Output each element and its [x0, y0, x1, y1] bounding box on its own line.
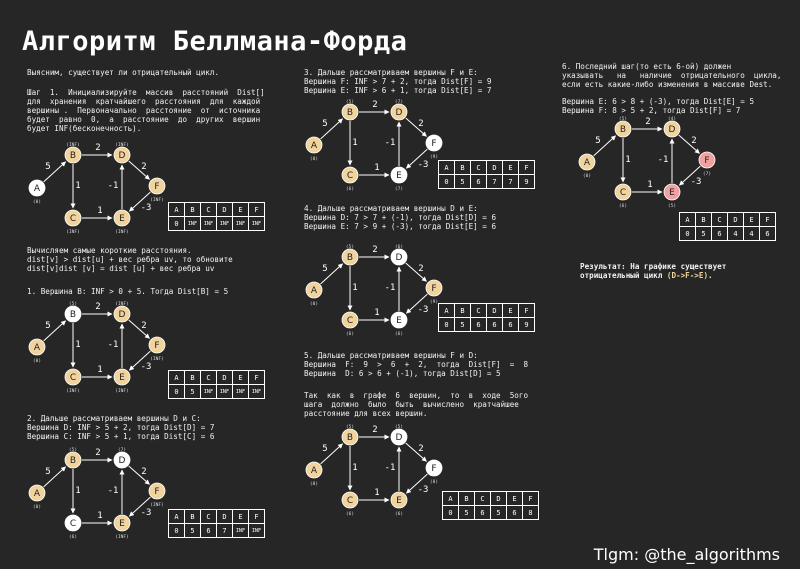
- node-dist-D: (5): [394, 425, 404, 430]
- table-header-cell: A: [169, 371, 185, 385]
- table-value-cell: INF: [217, 385, 233, 399]
- table-header-cell: B: [455, 161, 471, 175]
- table-header-cell: C: [471, 161, 487, 175]
- edge-weight-F-E: -3: [140, 203, 152, 213]
- edge-weight-E-D: -1: [384, 283, 396, 293]
- node-letter-E: E: [396, 496, 402, 506]
- table-header-cell: A: [439, 161, 455, 175]
- step5-text: 5. Дальше рассматриваем вершины F и D: Вершина F: 9 > 6 + 2, тогда Dist[F] = 8 Вершина D: 6 > 6 + (-1), тогда Dist[D] = 5: [304, 351, 529, 378]
- node-dist-D: (7): [394, 100, 404, 105]
- node-letter-C: C: [69, 519, 77, 529]
- table-value-cell: 6: [507, 506, 523, 520]
- node-dist-E: (INF): [115, 389, 129, 394]
- edge-weight-B-D: 2: [95, 143, 101, 153]
- edge-weight-E-D: -1: [384, 463, 396, 473]
- result-highlight: (D->F->E): [666, 271, 709, 280]
- graph-initial: [20, 138, 190, 238]
- table-header-cell: D: [217, 510, 233, 524]
- node-letter-B: B: [346, 108, 354, 118]
- table-value-cell: 0: [680, 227, 696, 241]
- node-dist-C: (6): [618, 204, 628, 209]
- step3-text: 3. Дальше рассматриваем вершины F и E: Вершина F: INF > 7 + 2, тогда Dist[F] = 9 Вершина E: INF > 6 + 1, тогда Dist[E] = 7: [304, 68, 492, 95]
- node-letter-D: D: [118, 310, 126, 320]
- table-value-cell: 0: [169, 524, 185, 538]
- table-header-cell: B: [459, 492, 475, 506]
- node-dist-E: (7): [394, 187, 404, 192]
- edge-weight-C-E: 1: [647, 180, 653, 190]
- edge-weight-A-B: 5: [322, 119, 328, 129]
- table-header-cell: B: [185, 203, 201, 217]
- table-header-cell: F: [249, 510, 265, 524]
- table-value-cell: 6: [471, 175, 487, 189]
- edge-weight-F-E: -3: [417, 305, 429, 315]
- table-value-cell: INF: [201, 217, 217, 231]
- graph-step2: [20, 443, 190, 543]
- node-letter-A: A: [310, 286, 318, 296]
- table-header-cell: C: [201, 203, 217, 217]
- node-letter-A: A: [33, 343, 41, 353]
- node-letter-F: F: [154, 182, 160, 192]
- table-value-cell: 7: [487, 175, 503, 189]
- node-dist-E: (6): [394, 332, 404, 337]
- table-value-cell: INF: [233, 217, 249, 231]
- table-value-cell: INF: [185, 217, 201, 231]
- node-letter-E: E: [119, 373, 125, 383]
- table-header-cell: A: [169, 203, 185, 217]
- table-header-cell: E: [744, 213, 760, 227]
- edge-weight-B-C: 1: [75, 340, 81, 350]
- edge-weight-E-D: -1: [107, 486, 119, 496]
- edge-weight-B-C: 1: [75, 486, 81, 496]
- node-dist-A: (0): [582, 174, 592, 179]
- edge-weight-D-F: 2: [141, 162, 147, 172]
- node-dist-C: (INF): [66, 389, 80, 394]
- node-letter-F: F: [431, 284, 437, 294]
- edge-weight-E-D: -1: [107, 340, 119, 350]
- node-dist-B: (5): [345, 425, 355, 430]
- node-dist-E: (5): [667, 204, 677, 209]
- edge-weight-C-E: 1: [374, 488, 380, 498]
- edge-weight-B-C: 1: [352, 283, 358, 293]
- node-dist-A: (0): [32, 359, 42, 364]
- edge-weight-C-E: 1: [374, 308, 380, 318]
- table-header-cell: C: [201, 371, 217, 385]
- dist-table-step6: [679, 212, 776, 241]
- table-value-cell: INF: [249, 524, 265, 538]
- table-header-cell: D: [728, 213, 744, 227]
- node-letter-C: C: [69, 214, 77, 224]
- node-letter-B: B: [346, 253, 354, 263]
- step6-text: 6. Последний шаг(то есть 6-ой) должен указывать на наличие отрицательного цикла, если есть какие-либо изменения в массиве Dest.: [562, 62, 782, 89]
- node-letter-E: E: [396, 171, 402, 181]
- edge-weight-B-C: 1: [352, 138, 358, 148]
- edge-weight-D-F: 2: [141, 467, 147, 477]
- edge-weight-B-D: 2: [372, 245, 378, 255]
- node-dist-A: (0): [309, 302, 319, 307]
- step-b-text: 1. Вершина B: INF > 0 + 5. Тогда Dist[B] = 5: [27, 287, 229, 296]
- table-value-cell: 7: [217, 524, 233, 538]
- graph-step1: [20, 297, 190, 397]
- table-value-cell: 4: [744, 227, 760, 241]
- edge-weight-F-E: -3: [690, 177, 702, 187]
- table-value-cell: 7: [503, 175, 519, 189]
- edge-weight-A-B: 5: [45, 162, 51, 172]
- table-header-cell: B: [455, 304, 471, 318]
- edge-weight-A-B: 5: [322, 264, 328, 274]
- node-dist-F: (9): [429, 300, 439, 305]
- edge-weight-A-B: 5: [595, 136, 601, 146]
- node-dist-B: (5): [68, 302, 78, 307]
- node-letter-B: B: [69, 310, 77, 320]
- result-text: [580, 262, 726, 280]
- table-value-cell: 0: [169, 385, 185, 399]
- result-dot: .: [708, 271, 713, 280]
- edge-weight-C-E: 1: [97, 511, 103, 521]
- edge-weight-E-D: -1: [657, 155, 669, 165]
- table-value-cell: 9: [519, 175, 535, 189]
- node-letter-C: C: [619, 188, 627, 198]
- node-dist-F: (9): [429, 155, 439, 160]
- node-letter-A: A: [310, 141, 318, 151]
- table-header-cell: A: [680, 213, 696, 227]
- table-header-cell: C: [475, 492, 491, 506]
- dist-table-step4: [438, 303, 535, 332]
- edge-weight-F-E: -3: [417, 160, 429, 170]
- table-value-cell: 0: [443, 506, 459, 520]
- table-value-cell: 5: [459, 506, 475, 520]
- node-dist-B: (5): [68, 448, 78, 453]
- table-header-cell: F: [519, 161, 535, 175]
- table-header-cell: F: [249, 203, 265, 217]
- table-header-cell: E: [233, 510, 249, 524]
- result-line2: отрицательный цикл: [580, 271, 667, 280]
- node-dist-E: (INF): [115, 230, 129, 235]
- edge-weight-D-F: 2: [418, 264, 424, 274]
- node-letter-E: E: [119, 214, 125, 224]
- edge-weight-C-E: 1: [97, 206, 103, 216]
- edge-weight-A-B: 5: [322, 444, 328, 454]
- table-header-cell: D: [487, 161, 503, 175]
- node-dist-B: (5): [618, 117, 628, 122]
- table-header-cell: D: [217, 203, 233, 217]
- node-letter-A: A: [310, 466, 318, 476]
- table-value-cell: 5: [185, 385, 201, 399]
- table-header-cell: B: [185, 510, 201, 524]
- table-value-cell: INF: [201, 385, 217, 399]
- node-dist-F: (INF): [150, 357, 164, 362]
- node-dist-E: (6): [394, 512, 404, 517]
- table-header-cell: D: [487, 304, 503, 318]
- edge-weight-C-E: 1: [374, 163, 380, 173]
- edge-weight-C-E: 1: [97, 365, 103, 375]
- table-value-cell: 6: [712, 227, 728, 241]
- node-letter-D: D: [118, 151, 126, 161]
- table-header-cell: D: [491, 492, 507, 506]
- table-header-cell: E: [503, 161, 519, 175]
- step5b-text: Так как в графе 6 вершин, то в ходе 5ого шага должно было быть вычислено кратчайшее расстояние для всех вершин.: [304, 391, 529, 418]
- table-value-cell: 8: [523, 506, 539, 520]
- node-letter-F: F: [154, 341, 160, 351]
- node-dist-B: (5): [345, 100, 355, 105]
- node-dist-E: (INF): [115, 535, 129, 540]
- table-header-cell: F: [523, 492, 539, 506]
- node-dist-F: (7): [702, 172, 712, 177]
- edge-weight-D-F: 2: [141, 321, 147, 331]
- table-header-cell: A: [169, 510, 185, 524]
- table-header-cell: C: [201, 510, 217, 524]
- node-letter-F: F: [154, 487, 160, 497]
- table-value-cell: 5: [455, 318, 471, 332]
- node-dist-D: (6): [394, 245, 404, 250]
- node-dist-C: (6): [345, 187, 355, 192]
- edge-weight-F-E: -3: [140, 362, 152, 372]
- table-header-cell: B: [185, 371, 201, 385]
- graph-step6: [570, 112, 740, 212]
- node-letter-D: D: [395, 253, 403, 263]
- table-value-cell: 4: [728, 227, 744, 241]
- node-letter-B: B: [619, 125, 627, 135]
- node-dist-C: (INF): [66, 230, 80, 235]
- dist-table-step3: [438, 160, 535, 189]
- intro-text: Выясним, существует ли отрицательный цикл.: [27, 68, 220, 77]
- step1-text: Шаг 1. Инициализируйте массив расстояний Dist[] для хранения кратчайшего расстояния для каждой вершины . Первоначально расстояние от источника будет равно 0, а расстояние до других вершин будет INF(бесконечность).: [27, 88, 265, 133]
- edge-weight-E-D: -1: [384, 138, 396, 148]
- table-value-cell: INF: [249, 385, 265, 399]
- table-header-cell: D: [217, 371, 233, 385]
- table-value-cell: 5: [696, 227, 712, 241]
- node-dist-D: (INF): [115, 302, 129, 307]
- node-dist-A: (0): [309, 482, 319, 487]
- edge-weight-B-C: 1: [75, 181, 81, 191]
- node-letter-F: F: [431, 139, 437, 149]
- table-value-cell: 6: [471, 318, 487, 332]
- table-header-cell: A: [443, 492, 459, 506]
- table-value-cell: 6: [487, 318, 503, 332]
- node-letter-D: D: [395, 108, 403, 118]
- node-letter-D: D: [118, 456, 126, 466]
- edge-weight-B-C: 1: [625, 155, 631, 165]
- node-letter-B: B: [69, 456, 77, 466]
- node-letter-F: F: [704, 156, 710, 166]
- node-letter-C: C: [346, 316, 354, 326]
- node-dist-F: (INF): [150, 503, 164, 508]
- node-dist-B: (INF): [66, 143, 80, 148]
- compute-text: Вычисляем самые короткие расстояния. dist[v] > dist[u] + вес ребра uv, то обновите dist[v]dist [v] = dist [u] + вес ребра uv: [27, 246, 233, 273]
- node-letter-D: D: [395, 433, 403, 443]
- step4-text: 4. Дальше рассматриваем вершины D и E: Вершина D: 7 > 7 + (-1), тогда Dist[D] = 6 Вершина E: 7 > 9 + (-3), тогда Dist[E] = 6: [304, 204, 497, 231]
- dist-table-initial: [168, 202, 265, 231]
- step2-text: 2. Дальше рассматриваем вершины D и C: Вершина D: INF > 5 + 2, тогда Dist[D] = 7 Вершина C: INF > 5 + 1, тогда Dist[C] = 6: [27, 414, 215, 441]
- edge-weight-D-F: 2: [418, 119, 424, 129]
- node-letter-B: B: [69, 151, 77, 161]
- node-dist-D: (4): [667, 117, 677, 122]
- node-letter-A: A: [33, 489, 41, 499]
- table-header-cell: F: [519, 304, 535, 318]
- table-value-cell: 6: [475, 506, 491, 520]
- edge-weight-A-B: 5: [45, 467, 51, 477]
- node-letter-E: E: [669, 188, 675, 198]
- table-header-cell: E: [507, 492, 523, 506]
- node-dist-D: (INF): [115, 143, 129, 148]
- edge-weight-F-E: -3: [140, 508, 152, 518]
- table-header-cell: C: [471, 304, 487, 318]
- table-header-cell: F: [249, 371, 265, 385]
- table-header-cell: C: [712, 213, 728, 227]
- node-letter-D: D: [668, 125, 676, 135]
- edge-weight-B-D: 2: [95, 302, 101, 312]
- table-value-cell: 6: [760, 227, 776, 241]
- footer-handle: Tlgm: @the_algorithms: [593, 545, 780, 564]
- table-header-cell: A: [439, 304, 455, 318]
- table-value-cell: 0: [439, 175, 455, 189]
- table-header-cell: E: [233, 371, 249, 385]
- table-value-cell: 5: [491, 506, 507, 520]
- node-dist-C: (6): [345, 512, 355, 517]
- node-dist-A: (0): [32, 505, 42, 510]
- node-letter-C: C: [346, 171, 354, 181]
- table-value-cell: INF: [249, 217, 265, 231]
- table-value-cell: 0: [439, 318, 455, 332]
- node-letter-C: C: [346, 496, 354, 506]
- edge-weight-B-D: 2: [645, 117, 651, 127]
- node-dist-D: (7): [117, 448, 127, 453]
- dist-table-step1: [168, 370, 265, 399]
- node-dist-C: (6): [68, 535, 78, 540]
- node-letter-C: C: [69, 373, 77, 383]
- edge-weight-B-D: 2: [372, 100, 378, 110]
- table-value-cell: 5: [185, 524, 201, 538]
- table-header-cell: F: [760, 213, 776, 227]
- node-letter-A: A: [33, 184, 41, 194]
- table-value-cell: 6: [201, 524, 217, 538]
- table-value-cell: 0: [169, 217, 185, 231]
- table-value-cell: 6: [503, 318, 519, 332]
- table-value-cell: INF: [233, 524, 249, 538]
- step6b-text: Вершина E: 6 > 8 + (-3), тогда Dist[E] = 5 Вершина F: 8 > 5 + 2, тогда Dist[F] = 7: [562, 97, 755, 115]
- table-value-cell: 9: [519, 318, 535, 332]
- table-value-cell: INF: [233, 385, 249, 399]
- node-dist-A: (0): [309, 157, 319, 162]
- edge-weight-B-D: 2: [372, 425, 378, 435]
- result-line1: Результат: На графике существует: [580, 262, 727, 271]
- edge-weight-A-B: 5: [45, 321, 51, 331]
- node-letter-B: B: [346, 433, 354, 443]
- edge-weight-D-F: 2: [418, 444, 424, 454]
- table-value-cell: 5: [455, 175, 471, 189]
- node-dist-C: (6): [345, 332, 355, 337]
- page-title: Алгоритм Беллмана-Форда: [22, 26, 408, 57]
- node-dist-F: (8): [429, 480, 439, 485]
- table-header-cell: B: [696, 213, 712, 227]
- edge-weight-B-C: 1: [352, 463, 358, 473]
- node-dist-F: (INF): [150, 198, 164, 203]
- edge-weight-D-F: 2: [691, 136, 697, 146]
- table-header-cell: E: [503, 304, 519, 318]
- node-letter-E: E: [396, 316, 402, 326]
- table-header-cell: E: [233, 203, 249, 217]
- dist-table-step5: [442, 491, 539, 520]
- table-value-cell: INF: [217, 217, 233, 231]
- edge-weight-E-D: -1: [107, 181, 119, 191]
- node-letter-F: F: [431, 464, 437, 474]
- dist-table-step2: [168, 509, 265, 538]
- node-dist-A: (0): [32, 200, 42, 205]
- node-letter-A: A: [583, 158, 591, 168]
- node-letter-E: E: [119, 519, 125, 529]
- edge-weight-B-D: 2: [95, 448, 101, 458]
- node-dist-B: (5): [345, 245, 355, 250]
- edge-weight-F-E: -3: [417, 485, 429, 495]
